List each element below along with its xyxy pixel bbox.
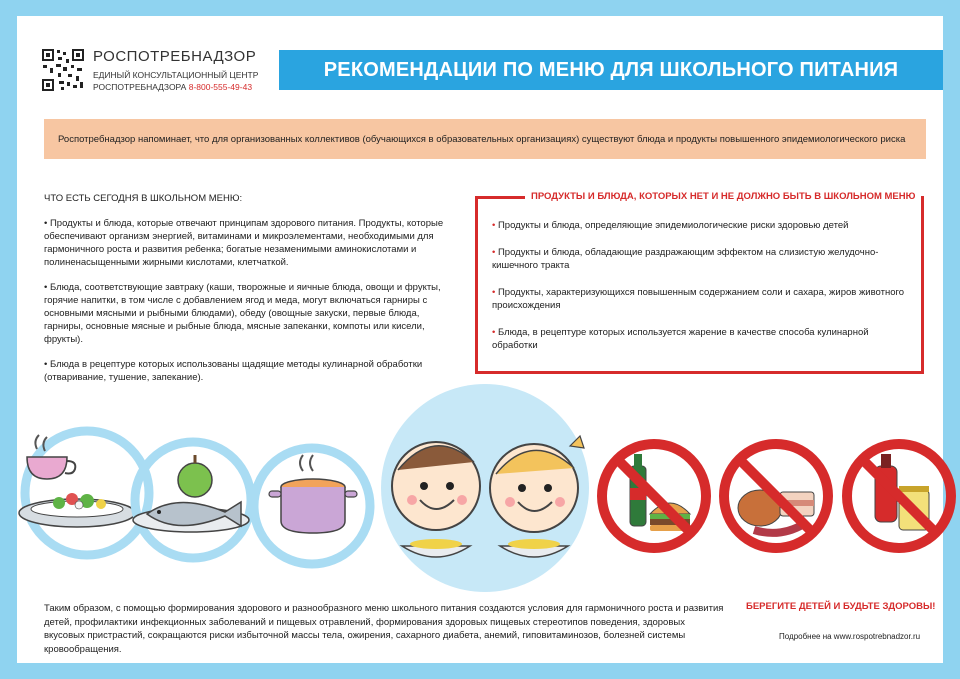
org-subtitle-line2: РОСПОТРЕБНАДЗОРА 8-800-555-49-43 xyxy=(93,82,253,92)
forbidden-item: • Продукты, характеризующихся повышенным содержанием соли и сахара, жиров животного происхождения xyxy=(492,287,905,311)
org-name: РОСПОТРЕБНАДЗОР xyxy=(93,48,257,65)
forbidden-item: • Продукты и блюда, обладающие раздражающим эффектом на слизистую желудочно-кишечного тракта xyxy=(492,247,879,271)
allowed-item: • Блюда, соответствующие завтраку (каши, творожные и яичные блюда, овощи и фрукты, горячие напитки, в том числе с добавлением ягод и меда, могут включаться гарниры с основными мясными и рыбными блюдами), обеду (овощные закуски, первые блюда, гарниры, основные мясные и рыбные блюда, мясные запеканки, компоты или кисели, фрукты). xyxy=(44,282,441,345)
summary-text: Таким образом, с помощью формирования здорового и разнообразного меню школьного питания создаются условия для гармоничного роста и развития детей, профилактики инфекционных заболеваний и пищевых отравлений, формирования здоровых пищевых стереотипов поведения, здоровых вкусовых пристрастий, сокращаются риски избыточной массы тела, ожирения, сахарного диабета, анемий, гиповитаминозов, болезней системы кровообращения. xyxy=(44,603,724,655)
allowed-item: • Блюда в рецептуре которых использованы щадящие методы кулинарной обработки (отваривание, тушение, запекание). xyxy=(44,359,423,383)
slogan: БЕРЕГИТЕ ДЕТЕЙ И БУДЬТЕ ЗДОРОВЫ! xyxy=(746,601,936,612)
qr-code-icon xyxy=(41,48,85,92)
happy-kids-eating-icon xyxy=(374,378,596,598)
org-subtitle: ЕДИНЫЙ КОНСУЛЬТАЦИОННЫЙ ЦЕНТР xyxy=(93,70,259,80)
soda-and-burger-icon xyxy=(592,434,716,558)
logo xyxy=(41,46,261,106)
poster xyxy=(17,16,943,663)
notice-banner: Роспотребнадзор напоминает, что для организованных коллективов (обучающихся в образовательных организациях) существуют блюда и продукты повышенного эпидемиологического риска xyxy=(44,119,926,159)
forbidden-item: • Продукты и блюда, определяющие эпидемиологические риски здоровью детей xyxy=(492,220,849,231)
forbidden-heading: ПРОДУКТЫ И БЛЮДА, КОТОРЫХ НЕТ И НЕ ДОЛЖНО БЫТЬ В ШКОЛЬНОМ МЕНЮ xyxy=(525,191,921,202)
sausage-and-fatty-meat-icon xyxy=(714,434,838,558)
ketchup-and-mayo-icon xyxy=(837,434,960,558)
website-link[interactable]: Подробнее на www.rospotrebnadzor.ru xyxy=(779,632,921,641)
allowed-section xyxy=(44,192,454,396)
fish-and-apple-icon xyxy=(127,436,257,564)
soup-pot-icon xyxy=(247,441,377,571)
allowed-item: • Продукты и блюда, которые отвечают принципам здорового питания. Продукты, которые обеспечивают организм энергией, витаминами и микроэлементами, необходимыми для гармоничного роста и развития ребенка; богатые незаменимыми аминокислотами и полиненасыщенными жирными кислотами, клетчаткой. xyxy=(44,218,444,268)
forbidden-section xyxy=(475,191,924,374)
hotline-number: 8-800-555-49-43 xyxy=(188,82,253,92)
page-title: РЕКОМЕНДАЦИИ ПО МЕНЮ ДЛЯ ШКОЛЬНОГО ПИТАНИЯ xyxy=(279,50,943,90)
allowed-heading: ЧТО ЕСТЬ СЕГОДНЯ В ШКОЛЬНОМ МЕНЮ: xyxy=(44,193,243,204)
forbidden-item: • Блюда, в рецептуре которых используется жарение в качестве способа кулинарной обработки xyxy=(492,327,869,351)
